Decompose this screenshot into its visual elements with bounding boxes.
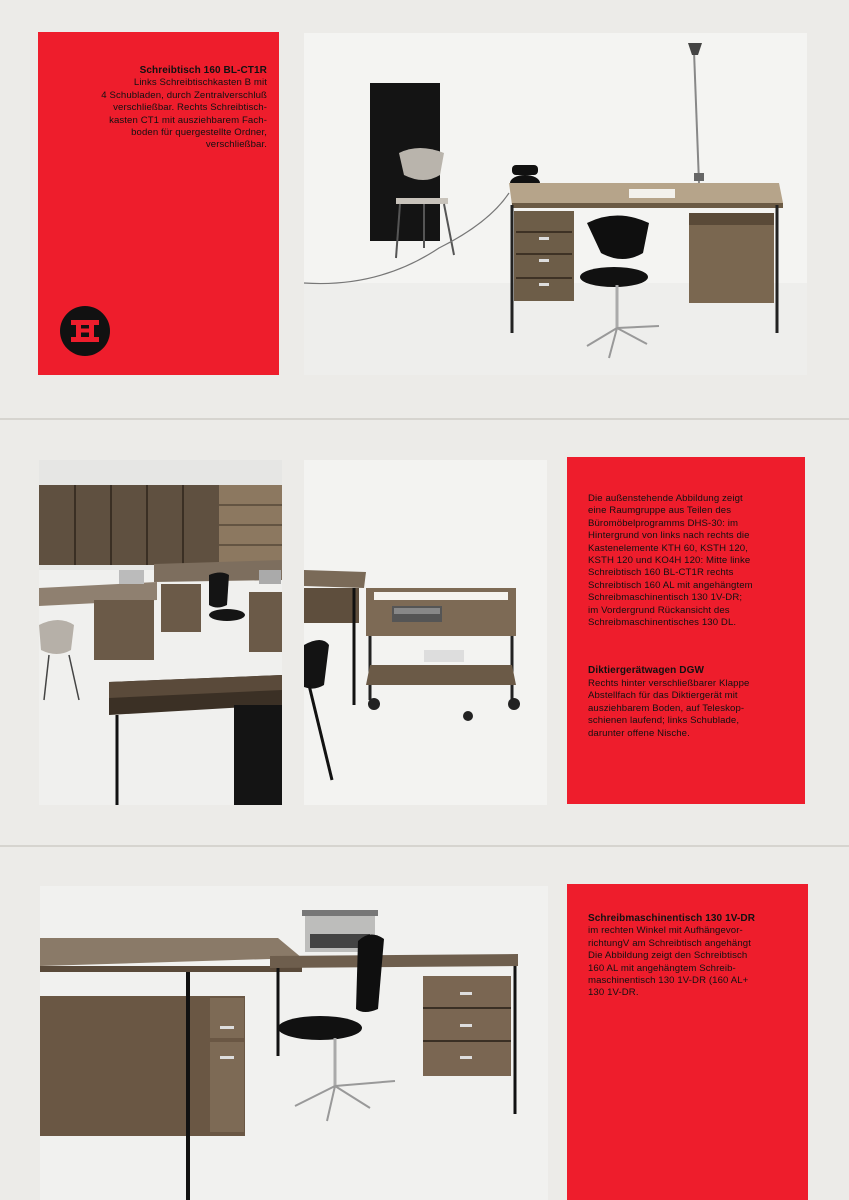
photo-desk-with-chairs	[304, 33, 807, 375]
text-line: Schreibtisch 160 BL-CT1R rechts	[588, 567, 734, 579]
text-line: schienen laufend; links Schublade,	[588, 715, 740, 727]
typewriter-table-title: Schreibmaschinentisch 130 1V-DR	[588, 913, 756, 924]
typewriter-table-description	[588, 913, 803, 1000]
text-line: Kastenelemente KTH 60, KSTH 120,	[588, 542, 748, 554]
text-line: Büromöbelprogramms DHS-30: im	[588, 517, 739, 529]
text-line: Schreibmaschinentisches 130 DL.	[588, 617, 737, 629]
desk-description	[47, 65, 267, 152]
dictation-cart-title: Diktiergerätwagen DGW	[588, 665, 705, 677]
text-line: Schreibmaschinentisch 130 1V-DR;	[588, 592, 743, 604]
desk-title: Schreibtisch 160 BL-CT1R	[139, 65, 267, 76]
text-line: Die außenstehende Abbildung zeigt	[588, 493, 743, 504]
text-line: im Vordergrund Rückansicht des	[588, 604, 730, 616]
text-line: Hintergrund von links nach rechts die	[588, 530, 750, 542]
text-line: Die Abbildung zeigt den Schreibtisch	[588, 950, 748, 962]
photo-office-room-group	[39, 460, 282, 805]
text-line: verschließbar. Rechts Schreibtisch-	[113, 102, 267, 114]
photo-dictation-cart	[304, 460, 547, 805]
text-line: kasten CT1 mit ausziehbarem Fach-	[109, 114, 267, 126]
text-line: 4 Schubladen, durch Zentralverschluß	[101, 89, 267, 101]
text-line: ausziehbarem Boden, auf Teleskop-	[588, 702, 745, 714]
text-line: im rechten Winkel mit Aufhängevor-	[588, 925, 743, 937]
text-line: 130 1V-DR.	[588, 987, 639, 999]
red-info-panel-3	[567, 884, 808, 1200]
room-group-description	[588, 493, 803, 740]
page-fold-1	[0, 418, 849, 420]
text-line: maschinentisch 130 1V-DR (160 AL+	[588, 975, 749, 987]
text-line: Schreibtisch 160 AL mit angehängtem	[588, 579, 753, 591]
text-line: KSTH 120 und KO4H 120: Mitte linke	[588, 555, 751, 567]
photo-typewriter-table	[40, 886, 548, 1200]
text-line: eine Raumgruppe aus Teilen des	[588, 505, 732, 517]
red-info-panel-2	[567, 457, 805, 804]
text-line: Abstellfach für das Diktiergerät mit	[588, 690, 738, 702]
text-line: verschließbar.	[205, 139, 267, 151]
text-line: darunter offene Nische.	[588, 727, 690, 739]
red-info-panel-1	[38, 32, 279, 375]
page-fold-2	[0, 845, 849, 847]
text-line: boden für quergestellte Ordner,	[131, 127, 267, 139]
text-line: 160 AL mit angehängtem Schreib-	[588, 962, 736, 974]
company-logo-icon	[60, 306, 110, 356]
text-line: richtungV am Schreibtisch angehängt	[588, 937, 751, 949]
text-line: Rechts hinter verschließbarer Klappe	[588, 677, 750, 689]
text-line: Links Schreibtischkasten B mit	[133, 77, 267, 89]
